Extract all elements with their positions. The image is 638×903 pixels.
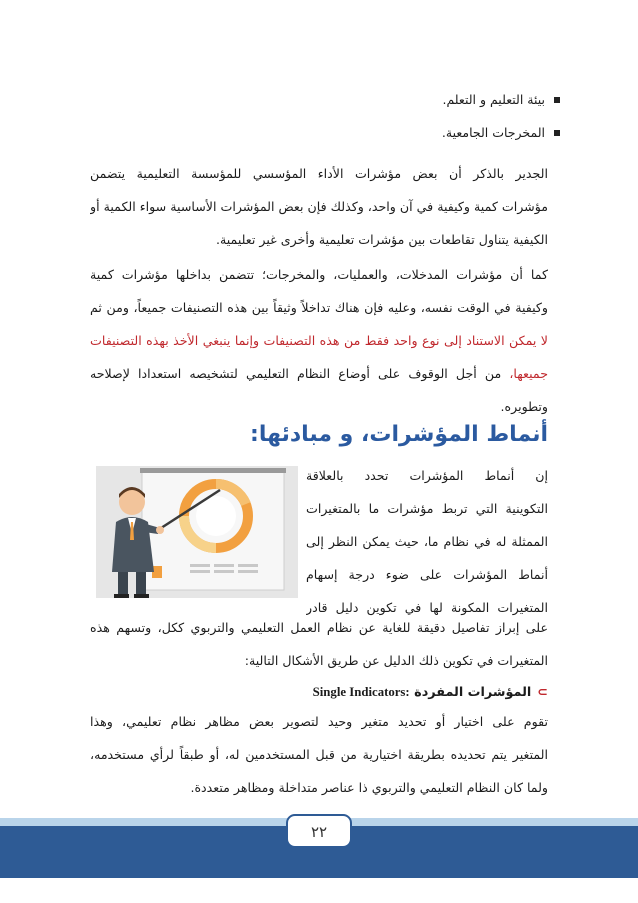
presenter-illustration <box>96 460 298 608</box>
paragraph-4 <box>90 712 548 811</box>
bullet-text: المخرجات الجامعية. <box>441 125 545 140</box>
arrow-bullet-icon: ⊃ <box>537 685 548 700</box>
paragraph-line: المتغير يتم تحديده بطريقة اختيارية من قبل المستخدمين له، أو طبقاً لرأي مستخدمه، <box>90 747 548 762</box>
bullet-text: بيئة التعليم و التعلم. <box>442 92 545 107</box>
paragraph-line: على إبراز تفاصيل دقيقة للغاية عن نظام العمل التعليمي والتربوي ككل، وتسهم هذه <box>90 620 548 635</box>
highlight-text: جميعها، <box>509 366 548 381</box>
paragraph-1 <box>90 164 548 263</box>
bullet-item <box>80 92 560 125</box>
paragraph-line: أنماط المؤشرات على ضوء درجة إسهام <box>306 567 548 582</box>
paragraph-line: تقوم على اختيار أو تحديد متغير وحيد لتصوير بعض مظاهر نظام تعليمي، وهذا <box>90 714 548 729</box>
paragraph-line: المتغيرات في تكوين ذلك الدليل عن طريق الأشكال التالية: <box>244 653 548 668</box>
paragraph-line: ولما كان النظام التعليمي والتربوي ذا عناصر متداخلة ومظاهر متعددة. <box>190 780 548 795</box>
paragraph-line <box>90 364 548 397</box>
bullet-list <box>80 92 560 158</box>
paragraph-line: الجدير بالذكر أن بعض مؤشرات الأداء المؤسسي للمؤسسة التعليمية يتضمن <box>90 166 548 181</box>
paragraph-line: التكوينية التي تربط مؤشرات ما بالمتغيرات <box>306 501 548 516</box>
paragraph-line: كما أن مؤشرات المدخلات، والعمليات، والمخرجات؛ تتضمن بداخلها مؤشرات كمية <box>90 267 548 282</box>
square-bullet-icon <box>554 130 560 136</box>
square-bullet-icon <box>554 97 560 103</box>
paragraph-text: من أجل الوقوف على أوضاع النظام التعليمي لتشخيصه استعدادا لإصلاحه <box>90 366 510 381</box>
paragraph-line: وكيفية في الوقت نفسه، وعليه فإن هناك تداخلاً وثيقاً بين هذه التصنيفات جميعاً، ومن ثم <box>90 300 548 315</box>
paragraph-3-full <box>90 618 548 684</box>
subheading-english: Single Indicators: <box>312 685 410 699</box>
subheading-single-indicators <box>90 682 548 703</box>
paragraph-line: الكيفية يتناول تقاطعات بين مؤشرات تعليمية وأخرى غير تعليمية. <box>216 232 548 247</box>
paragraph-2 <box>90 265 548 430</box>
paragraph-line-highlight: لا يمكن الاستناد إلى نوع واحد فقط من هذه التصنيفات وإنما ينبغي الأخذ بهذه التصنيفات <box>90 333 548 348</box>
paragraph-line: إن أنماط المؤشرات تحدد بالعلاقة <box>306 468 548 483</box>
bullet-item <box>80 125 560 158</box>
paragraph-line: الممثلة له في نظام ما، حيث يمكن النظر إلى <box>306 534 548 549</box>
page-number: ٢٢ <box>286 814 352 848</box>
paragraph-line: وتطويره. <box>500 399 548 414</box>
section-heading: أنماط المؤشرات، و مبادئها: <box>250 422 548 447</box>
paragraph-3-wrapped <box>306 466 548 631</box>
subheading-arabic: المؤشرات المفردة <box>414 685 532 700</box>
paragraph-line: مؤشرات كمية وكيفية في آن واحد، وكذلك فإن بعض المؤشرات الأساسية سواء الكمية أو <box>90 199 548 214</box>
paragraph-line: المتغيرات المكونة لها في تكوين دليل قادر <box>306 600 548 615</box>
